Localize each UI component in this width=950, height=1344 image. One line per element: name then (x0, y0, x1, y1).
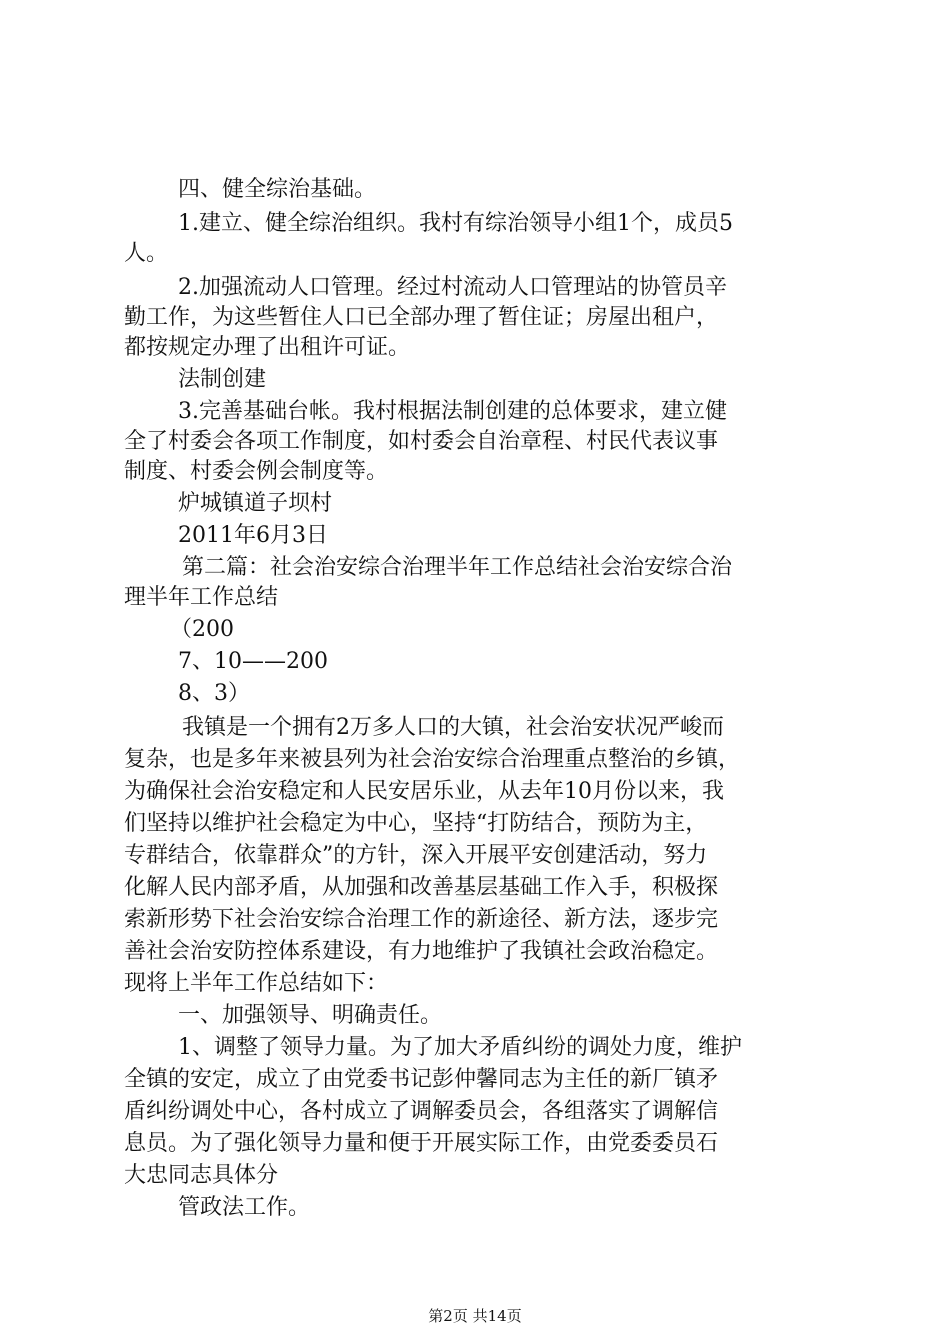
paragraph-line: 化解人民内部矛盾，从加强和改善基层基础工作入手，积极探 (124, 875, 719, 900)
section-heading-4: 四、健全综治基础。 (178, 177, 377, 202)
paragraph-line: 2.加强流动人口管理。经过村流动人口管理站的协管员辛 (178, 275, 727, 300)
paragraph-line: 制度、村委会例会制度等。 (124, 459, 389, 484)
chapter-title: 第二篇：社会治安综合治理半年工作总结社会治安综合治 (182, 555, 733, 580)
paragraph-line: 们坚持以维护社会稳定为中心，坚持“打防结合，预防为主， (124, 811, 708, 836)
paragraph-line: 专群结合，依靠群众”的方针，深入开展平安创建活动，努力 (124, 843, 708, 868)
section-heading-1: 一、加强领导、明确责任。 (178, 1003, 443, 1028)
paragraph-line: 索新形势下社会治安综合治理工作的新途径、新方法，逐步完 (124, 907, 719, 932)
paragraph-line: 全镇的安定，成立了由党委书记彭仲馨同志为主任的新厂镇矛 (124, 1067, 719, 1092)
paragraph-line: 为确保社会治安稳定和人民安居乐业，从去年10月份以来，我 (124, 779, 724, 804)
paragraph-line: 善社会治安防控体系建设，有力地维护了我镇社会政治稳定。 (124, 939, 719, 964)
paragraph-line: 1.建立、健全综治组织。我村有综治领导小组1个，成员5 (178, 211, 733, 236)
paragraph-line: 全了村委会各项工作制度，如村委会自治章程、村民代表议事 (124, 429, 719, 454)
paragraph-line: 都按规定办理了出租许可证。 (124, 335, 411, 360)
section-heading-legal: 法制创建 (178, 367, 267, 392)
signature-date: 2011年6月3日 (178, 523, 328, 548)
date-range-line: 8、3） (178, 681, 250, 706)
paragraph-line: 3.完善基础台帐。我村根据法制创建的总体要求，建立健 (178, 399, 727, 424)
paragraph-line: 现将上半年工作总结如下： (124, 971, 389, 996)
chapter-title: 理半年工作总结 (124, 585, 279, 610)
paragraph-line: 盾纠纷调处中心，各村成立了调解委员会，各组落实了调解信 (124, 1099, 719, 1124)
paragraph-line: 人。 (124, 241, 169, 266)
paragraph-line: 息员。为了强化领导力量和便于开展实际工作，由党委委员石 (124, 1131, 719, 1156)
paragraph-line: 1、调整了领导力量。为了加大矛盾纠纷的调处力度，维护 (178, 1035, 742, 1060)
date-range-line: （200 (170, 617, 234, 642)
paragraph-line: 我镇是一个拥有2万多人口的大镇，社会治安状况严峻而 (182, 715, 724, 740)
paragraph-line: 管政法工作。 (178, 1195, 311, 1220)
paragraph-line: 大忠同志具体分 (124, 1163, 279, 1188)
signature-org: 炉城镇道子坝村 (178, 491, 333, 516)
date-range-line: 7、10——200 (178, 649, 328, 674)
page-footer: 第2页 共14页 (428, 1307, 522, 1325)
paragraph-line: 勤工作，为这些暂住人口已全部办理了暂住证；房屋出租户， (124, 305, 719, 330)
paragraph-line: 复杂，也是多年来被县列为社会治安综合治理重点整治的乡镇， (124, 747, 741, 772)
